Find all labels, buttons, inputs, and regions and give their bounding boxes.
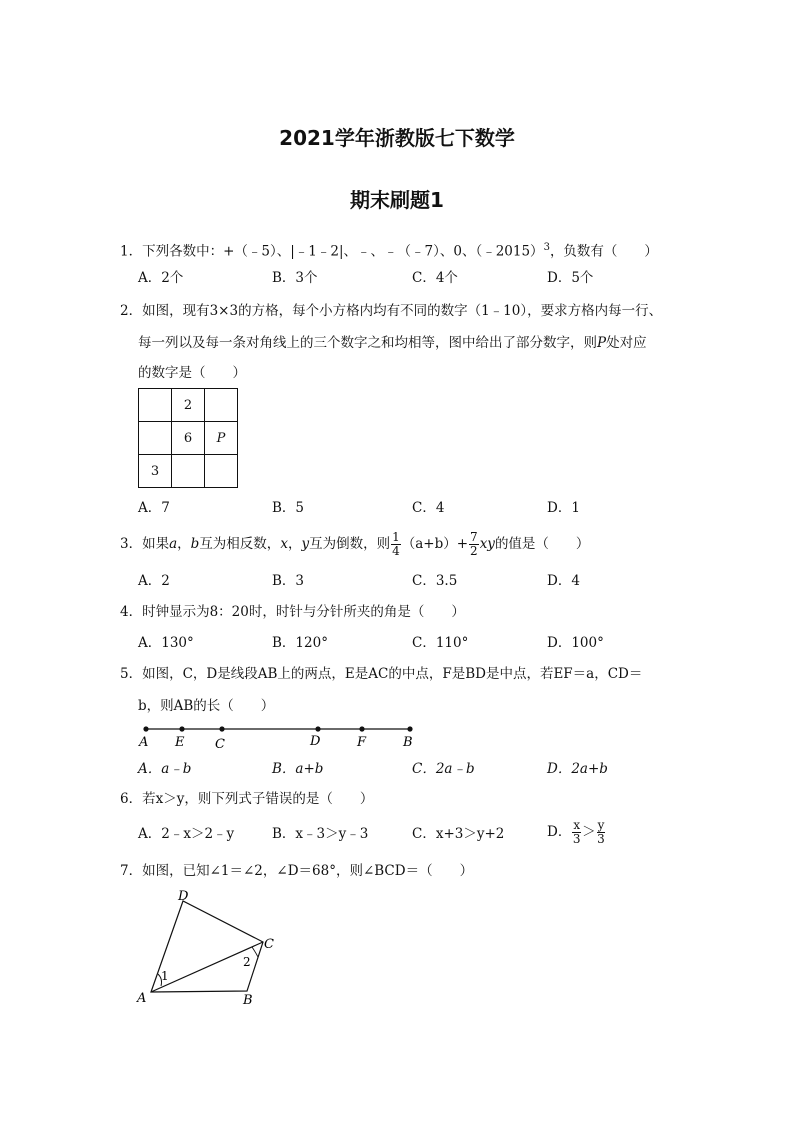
grid-cell [205, 389, 238, 422]
angle-2-arc [252, 947, 258, 957]
q3-fraction-2-den: 2 [470, 544, 478, 558]
q1-option-c[interactable]: C．4个 [412, 270, 458, 286]
question-6: 6．若x＞y，则下列式子错误的是（ ） [120, 791, 374, 807]
q3-expr2: xy [479, 536, 495, 552]
q3-fraction-1-den: 4 [392, 544, 400, 558]
magic-square-grid [138, 388, 238, 488]
page-subtitle: 期末刷题1 [350, 188, 444, 212]
label-e: E [175, 735, 185, 750]
question-5-line1: 5．如图，C，D是线段AB上的两点，E是AC的中点，F是BD是中点，若EF＝a，CD＝ [120, 666, 643, 682]
point-b [407, 726, 412, 731]
q6-d-den-2: 3 [597, 832, 605, 846]
q3-option-d[interactable]: D．4 [547, 573, 580, 589]
question-1-text: 1．下列各数中：+（﹣5）、|﹣1﹣2|、﹣、﹣（﹣7）、0、（﹣2015） [120, 243, 544, 260]
grid-cell: P [205, 422, 238, 455]
q5-option-d[interactable]: D．2a+b [547, 761, 608, 777]
label-b: B [403, 735, 413, 750]
q5-option-b[interactable]: B．a+b [272, 761, 324, 777]
point-a [143, 726, 148, 731]
grid-cell [139, 389, 172, 422]
point-d [315, 726, 320, 731]
q2-option-b[interactable]: B．5 [272, 500, 305, 516]
q4-option-b[interactable]: B．120° [272, 635, 328, 651]
point-e [179, 726, 184, 731]
question-2-var-p: P [597, 335, 607, 351]
question-1-sup: 3 [543, 242, 550, 253]
label-c: C [215, 737, 225, 752]
grid-cell [139, 422, 172, 455]
q6-option-a[interactable]: A．2﹣x＞2﹣y [138, 826, 235, 842]
label-f: F [357, 735, 367, 750]
label-angle-1: 1 [161, 969, 169, 983]
q3-mid1: 互为相反数， [199, 536, 281, 552]
label-angle-2: 2 [243, 955, 251, 969]
q3-fraction-2 [469, 531, 479, 558]
q5-option-c[interactable]: C．2a﹣b [412, 761, 475, 777]
q6-option-c[interactable]: C．x+3＞y+2 [412, 826, 505, 842]
q6-d-num-1: x [573, 818, 581, 832]
q3-fraction-1-num: 1 [392, 530, 400, 544]
question-2-line2-tail: 处对应 [606, 335, 647, 351]
question-2-line2-text: 每一列以及每一条对角线上的三个数字之和均相等，图中给出了部分数字，则 [138, 335, 597, 351]
q6-d-num-2: y [597, 818, 605, 832]
q4-option-c[interactable]: C．110° [412, 635, 469, 651]
q3-option-a[interactable]: A．2 [138, 573, 170, 589]
grid-cell: 6 [172, 422, 205, 455]
q6-option-d[interactable] [547, 817, 606, 847]
q3-expr1: （a+b）+ [401, 536, 469, 552]
grid-cell [172, 455, 205, 488]
question-5-line2: b，则AB的长（ ） [138, 698, 275, 714]
q6-option-d-gt: ＞ [582, 824, 596, 840]
grid-cell: 2 [172, 389, 205, 422]
label-a: A [137, 991, 147, 1006]
q3-fraction-1 [391, 531, 401, 558]
q6-option-d-prefix: D． [547, 824, 572, 840]
question-3 [120, 530, 589, 558]
q3-comma-2: ， [287, 536, 302, 552]
label-a: A [139, 735, 149, 750]
q3-var-a: a [169, 536, 178, 552]
q3-mid2: 互为倒数，则 [309, 536, 391, 552]
question-1 [120, 239, 658, 261]
question-2-line3: 的数字是（ ） [138, 365, 246, 381]
q6-option-d-fraction-1 [572, 819, 581, 846]
q1-option-d[interactable]: D．5个 [547, 270, 594, 286]
grid-cell: 3 [139, 455, 172, 488]
q3-fraction-2-num: 7 [470, 530, 478, 544]
q5-option-a[interactable]: A．a﹣b [138, 761, 192, 777]
point-c [219, 726, 224, 731]
q3-comma-1: ， [177, 536, 191, 552]
question-1-tail: ，负数有（ ） [549, 243, 658, 260]
question-3-prefix: 3．如果 [120, 536, 170, 552]
label-c: C [264, 937, 274, 952]
q2-option-d[interactable]: D．1 [547, 500, 580, 516]
page-title: 2021学年浙教版七下数学 [279, 126, 515, 150]
q3-var-y: y [301, 536, 310, 552]
question-4: 4．时钟显示为8：20时，时针与分针所夹的角是（ ） [120, 604, 465, 620]
q3-var-x: x [280, 536, 288, 552]
label-b: B [243, 993, 253, 1008]
segment-figure [138, 718, 428, 752]
question-2-line1: 2．如图，现有3×3的方格，每个小方格内均有不同的数字（1﹣10），要求方格内每一行、 [120, 303, 663, 319]
q3-option-b[interactable]: B．3 [272, 573, 305, 589]
q6-option-d-fraction-2 [597, 819, 606, 846]
q2-option-c[interactable]: C．4 [412, 500, 445, 516]
q2-option-a[interactable]: A．7 [138, 500, 170, 516]
q6-d-den-1: 3 [572, 832, 581, 846]
q4-option-a[interactable]: A．130° [138, 635, 194, 651]
quadrilateral-figure [135, 885, 285, 1010]
label-d: D [310, 734, 321, 749]
q3-var-b: b [190, 536, 200, 552]
label-d: D [178, 889, 189, 904]
grid-cell [205, 455, 238, 488]
q3-option-c[interactable]: C．3.5 [412, 573, 458, 589]
q1-option-a[interactable]: A．2个 [138, 270, 184, 286]
q6-option-b[interactable]: B．x﹣3＞y﹣3 [272, 826, 369, 842]
question-7: 7．如图，已知∠1＝∠2，∠D＝68°，则∠BCD＝（ ） [120, 863, 474, 879]
q4-option-d[interactable]: D．100° [547, 635, 604, 651]
q3-tail: 的值是（ ） [494, 536, 590, 552]
point-f [359, 726, 364, 731]
question-2-line2 [138, 334, 647, 352]
q1-option-b[interactable]: B．3个 [272, 270, 318, 286]
